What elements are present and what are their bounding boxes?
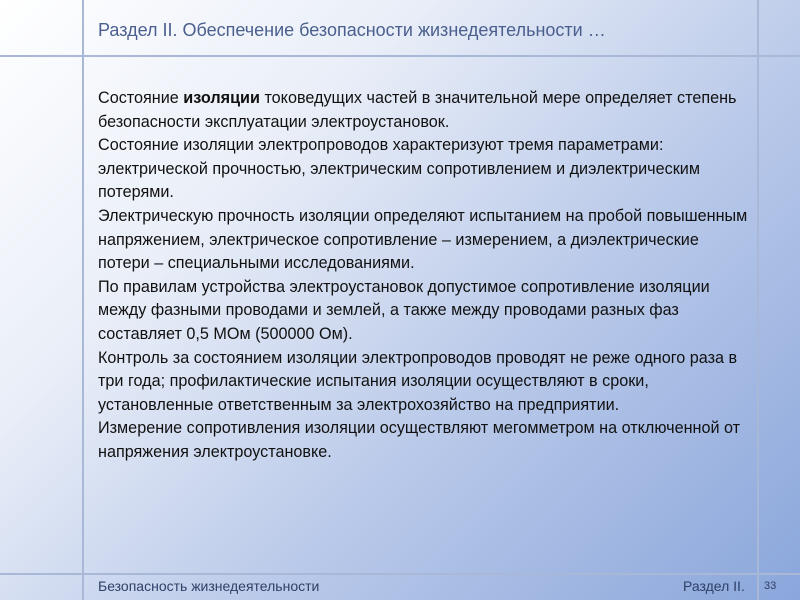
paragraph-1-bold-term: изоляции (183, 89, 260, 107)
paragraph-2: Состояние изоляции электропроводов характеризуют тремя параметрами: электрической прочностью, электрическим сопротивлением и диэлектрическим потерями. (98, 136, 700, 202)
paragraph-5: Контроль за состоянием изоляции электропроводов проводят не реже одного раза в три года; профилактические испытания изоляции осуществляют в сроки, установленные ответственным за электрохозяйство на предприятии. (98, 348, 738, 414)
paragraph-1-start: Состояние (98, 89, 184, 107)
slide-body (98, 87, 748, 465)
page-number: 33 (764, 580, 777, 592)
slide-title: Раздел II. Обеспечение безопасности жизнедеятельности … (98, 20, 606, 40)
footer-course-title: Безопасность жизнедеятельности (98, 578, 320, 594)
right-vertical-rule (757, 0, 759, 600)
paragraph-4: По правилам устройства электроустановок допустимое сопротивление изоляции между фазными проводами и землей, а также между проводами разных фаз составляет 0,5 МОм (500000 Ом). (98, 277, 710, 343)
paragraph-1 (98, 87, 748, 134)
paragraph-1-end: токоведущих частей в значительной мере определяет степень безопасности эксплуатации электроустановок. (98, 89, 737, 131)
paragraph-3: Электрическую прочность изоляции определяют испытанием на пробой повышенным напряжением, электрическое сопротивление – измерением, а диэлектрические потери – специальными исследованиями. (98, 206, 748, 273)
left-vertical-rule (82, 0, 84, 600)
paragraph-6: Измерение сопротивления изоляции осуществляют мегомметром на отключенной от напряжения электроустановке. (98, 419, 741, 461)
bottom-horizontal-rule (0, 573, 800, 575)
top-horizontal-rule (0, 55, 800, 57)
footer-section-label: Раздел II. (683, 578, 745, 594)
